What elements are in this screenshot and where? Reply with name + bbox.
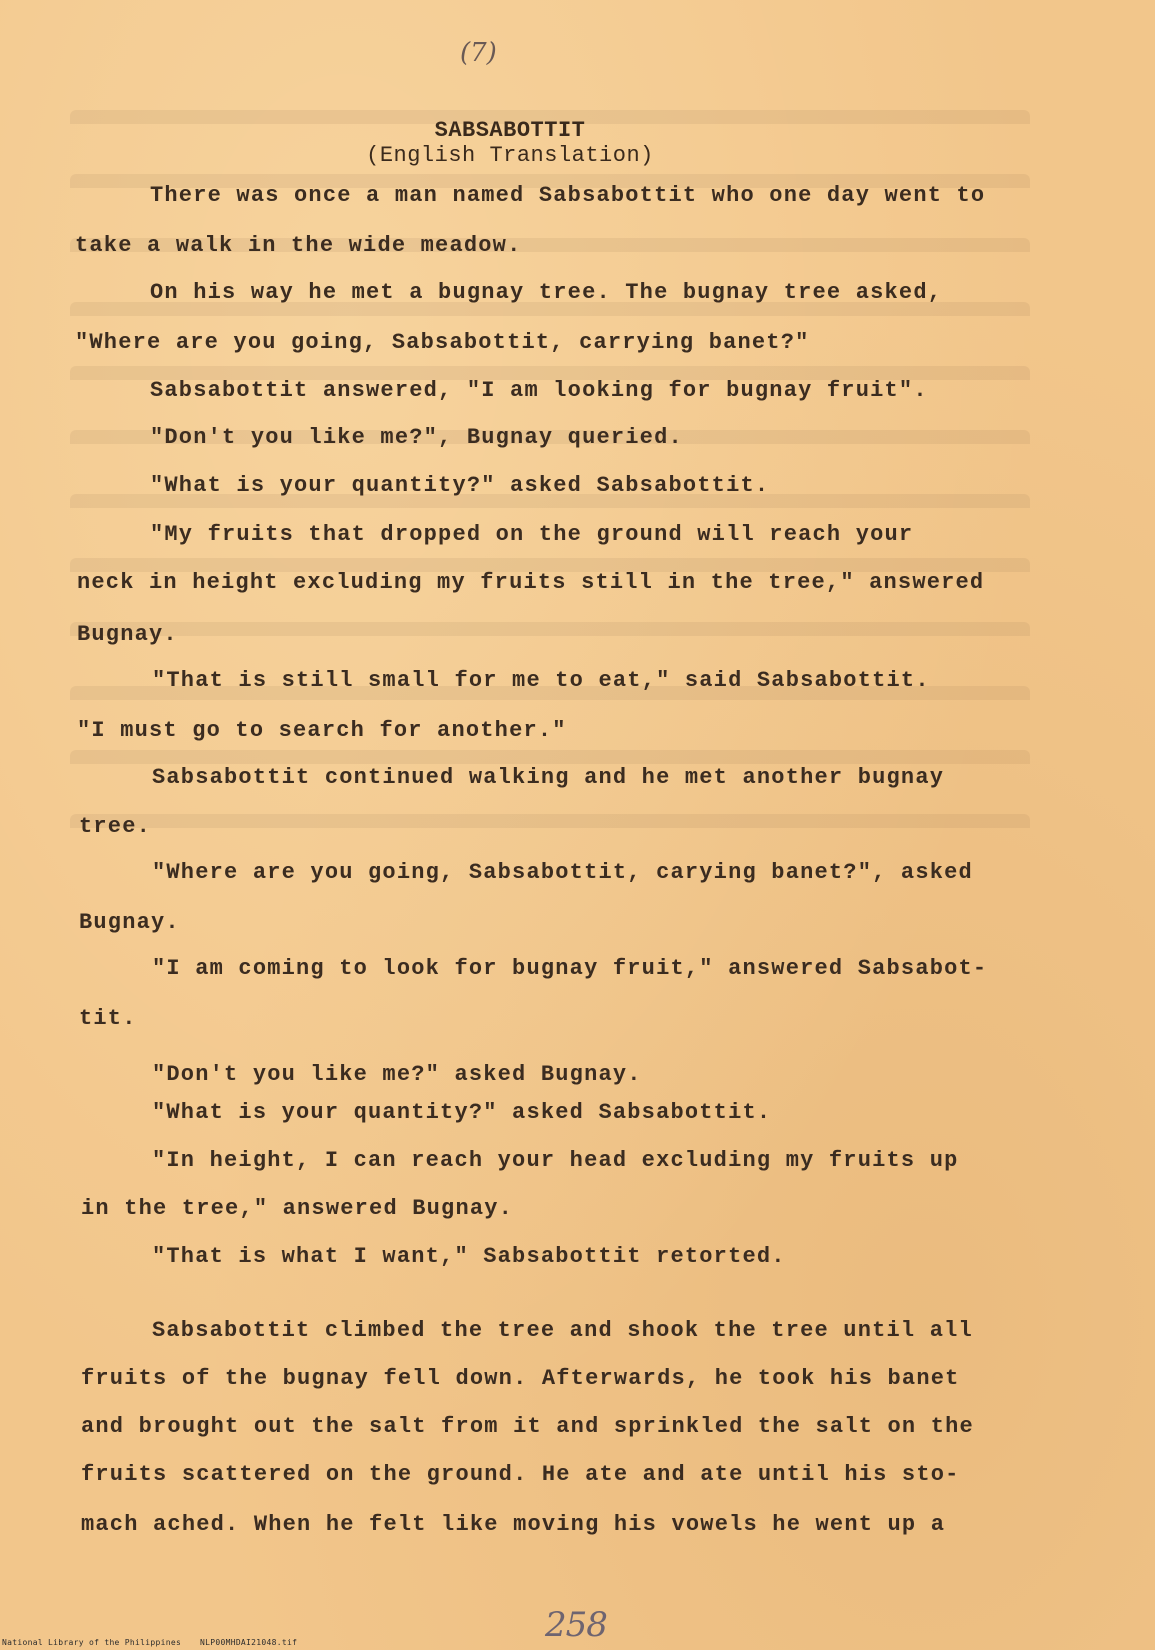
text-line: take a walk in the wide meadow.	[75, 233, 522, 258]
text-line: "What is your quantity?" asked Sabsabottit.	[150, 473, 770, 498]
text-line: fruits scattered on the ground. He ate and ate until his sto-	[81, 1462, 960, 1487]
document-title: SABSABOTTIT	[434, 118, 586, 143]
text-line: in the tree," answered Bugnay.	[81, 1196, 514, 1221]
text-line: fruits of the bugnay fell down. Afterwards, he took his banet	[81, 1366, 960, 1391]
document-subtitle: (English Translation)	[366, 143, 654, 168]
text-line: There was once a man named Sabsabottit who one day went to	[150, 183, 986, 208]
text-line: "Where are you going, Sabsabottit, carying banet?", asked	[152, 860, 973, 885]
text-line: "That is still small for me to eat," said Sabsabottit.	[152, 668, 930, 693]
text-line: "I must go to search for another."	[77, 718, 567, 743]
text-line: Sabsabottit answered, "I am looking for bugnay fruit".	[150, 378, 928, 403]
text-line: "That is what I want," Sabsabottit retorted.	[152, 1244, 786, 1269]
text-line: "My fruits that dropped on the ground will reach your	[150, 522, 914, 547]
handwritten-page-stamp: 258	[545, 1605, 607, 1645]
text-line: mach ached. When he felt like moving his vowels he went up a	[81, 1512, 946, 1537]
text-line: tit.	[79, 1006, 137, 1031]
file-name: NLP00MHDAI21048.tif	[200, 1638, 298, 1647]
text-line: "What is your quantity?" asked Sabsabottit.	[152, 1100, 772, 1125]
text-line: "In height, I can reach your head excluding my fruits up	[152, 1148, 959, 1173]
text-line: tree.	[79, 814, 152, 839]
text-line: neck in height excluding my fruits still in the tree," answered	[77, 570, 985, 595]
text-line: Bugnay.	[79, 910, 180, 935]
library-credit: National Library of the Philippines	[2, 1638, 182, 1647]
text-line: "Don't you like me?" asked Bugnay.	[152, 1062, 642, 1087]
text-line: and brought out the salt from it and sprinkled the salt on the	[81, 1414, 974, 1439]
page-number: (7)	[460, 38, 497, 68]
text-line: "Don't you like me?", Bugnay queried.	[150, 425, 683, 450]
text-line: "I am coming to look for bugnay fruit," answered Sabsabot-	[152, 956, 988, 981]
text-line: Sabsabottit continued walking and he met another bugnay	[152, 765, 945, 790]
text-line: Sabsabottit climbed the tree and shook the tree until all	[152, 1318, 973, 1343]
text-line: "Where are you going, Sabsabottit, carrying banet?"	[75, 330, 810, 355]
text-line: Bugnay.	[77, 622, 178, 647]
text-line: On his way he met a bugnay tree. The bugnay tree asked,	[150, 280, 943, 305]
